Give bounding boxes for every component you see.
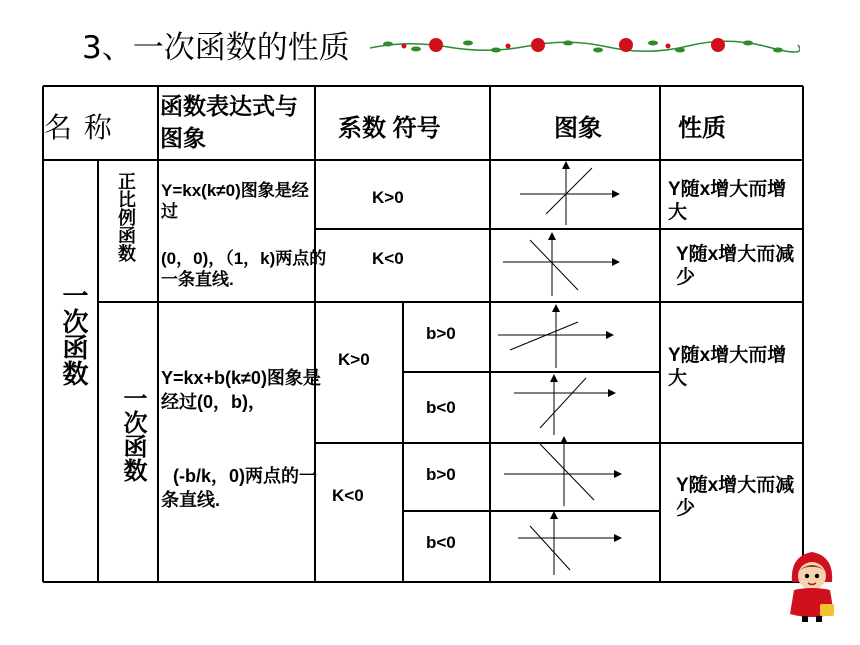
linear-expr-line1: Y=kx+b(k≠0)图象是经过(0，b)， — [161, 368, 321, 412]
linear-k-pos: K>0 — [338, 350, 370, 369]
red-hood-girl-mascot — [784, 546, 840, 624]
label-proportional-function: 正比例函数 — [116, 172, 136, 262]
linear-k-neg: K<0 — [332, 486, 364, 505]
graph-kneg-bpos — [504, 438, 620, 506]
header-graph: 图象 — [554, 115, 602, 142]
header-expr: 函数表达式与图象 — [160, 93, 298, 151]
page-title: 3、一次函数的性质 — [82, 30, 350, 66]
linear-prop-increase: Y随x增大而增大 — [668, 345, 787, 389]
linear-expr-line2: (-b/k，0)两点的一条直线. — [161, 466, 317, 510]
graph-kneg-bneg — [518, 513, 620, 575]
left-label-linear-function: 一次函数 — [59, 282, 89, 386]
graph-kpos-bneg — [514, 376, 614, 435]
header-coef: 系数 符号 — [338, 115, 441, 142]
proportional-prop-increase: Y随x增大而增大 — [668, 179, 787, 223]
linear-kpos-b-neg: b<0 — [426, 398, 456, 417]
graph-proportional-decreasing — [503, 234, 618, 296]
linear-kneg-b-pos: b>0 — [426, 465, 456, 484]
proportional-k-neg: K<0 — [372, 249, 404, 268]
header-prop: 性质 — [678, 115, 726, 142]
proportional-expr-line2: (0，0)，（1，k)两点的一条直线. — [161, 249, 327, 289]
label-linear-function: 一次函数 — [119, 386, 146, 482]
linear-kpos-b-pos: b>0 — [426, 324, 456, 343]
proportional-prop-decrease: Y随x增大而减少 — [676, 244, 795, 288]
linear-prop-decrease: Y随x增大而减少 — [676, 475, 795, 519]
graph-proportional-increasing — [520, 163, 618, 225]
linear-kneg-b-neg: b<0 — [426, 533, 456, 552]
proportional-expr-line1: Y=kx(k≠0)图象是经过 — [161, 181, 309, 221]
proportional-k-pos: K>0 — [372, 188, 404, 207]
graph-kpos-bpos — [498, 306, 612, 368]
header-name: 名 称 — [44, 112, 114, 143]
